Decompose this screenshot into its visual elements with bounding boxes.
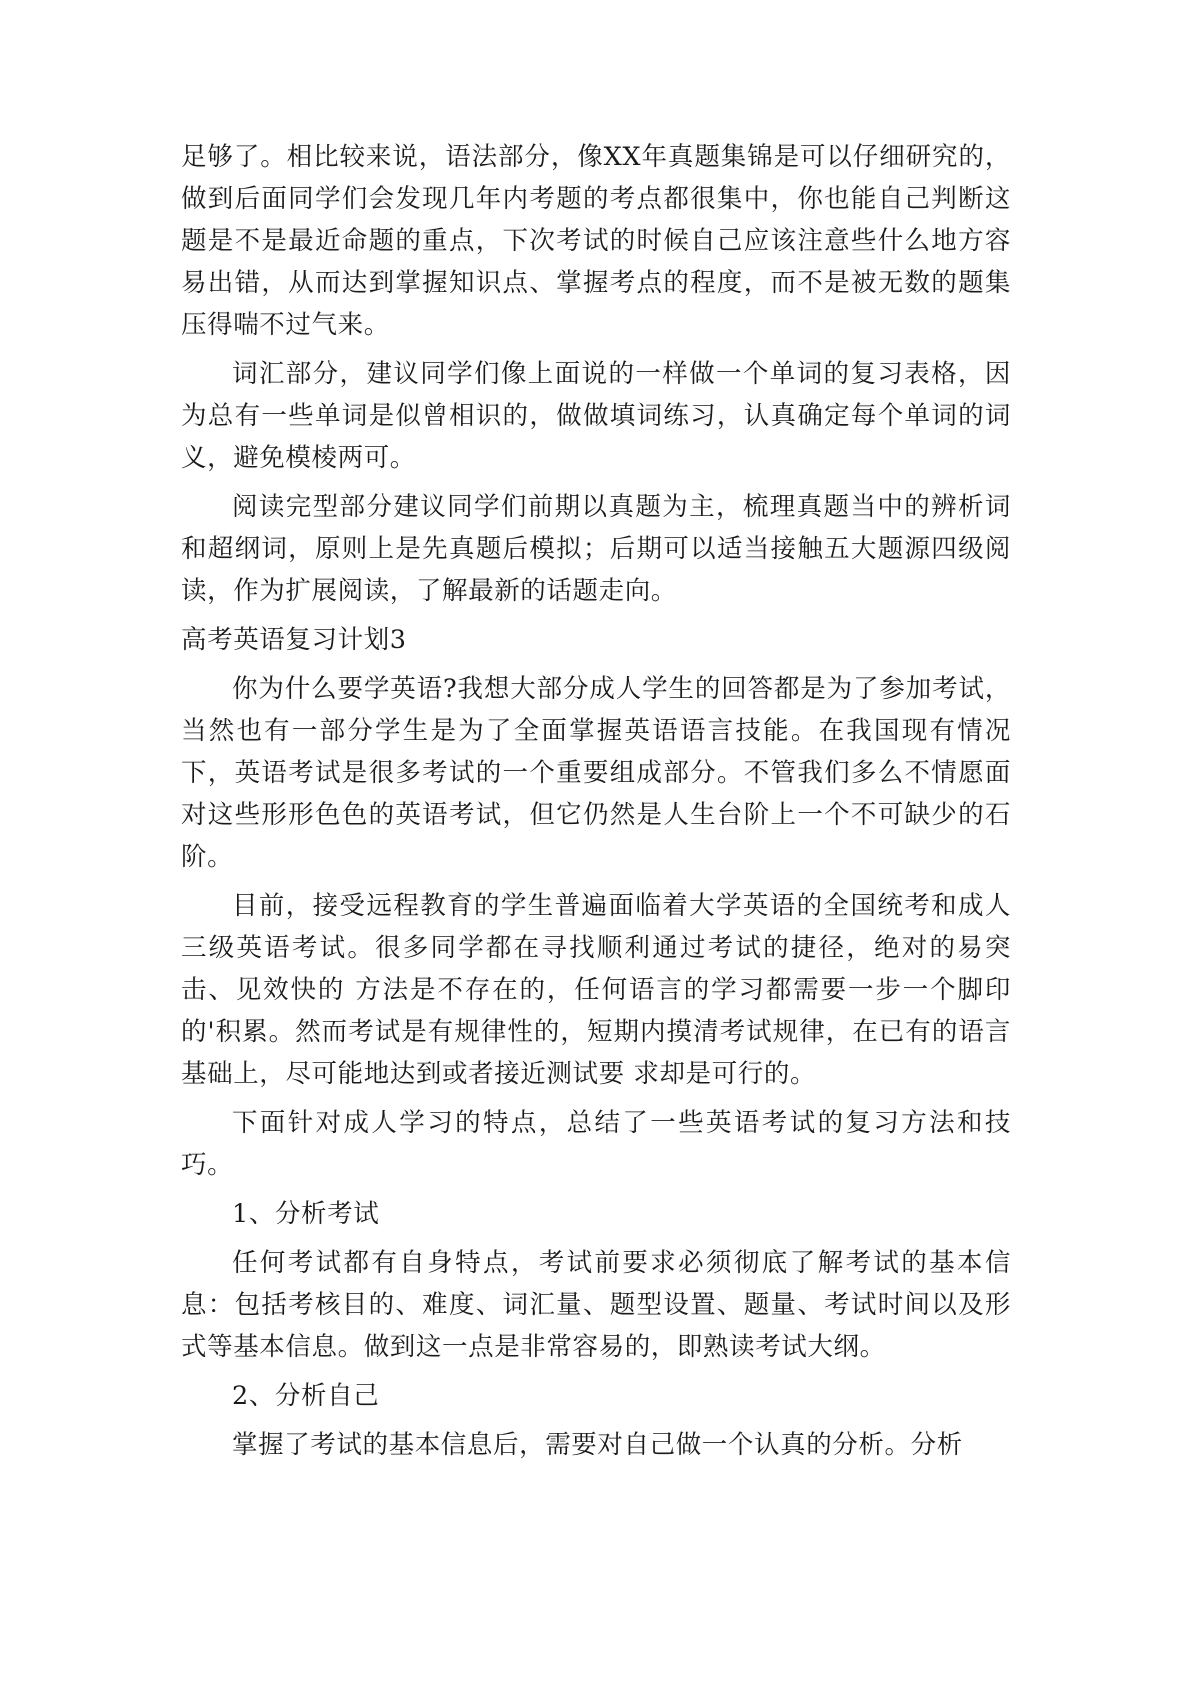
section-heading: 高考英语复习计划3 <box>181 625 407 655</box>
paragraph-exam-info: 任何考试都有自身特点，考试前要求必须彻底了解考试的基本信息：包括考核目的、难度、词汇量、题型设置、题量、考试时间以及形式等基本信息。做到这一点是非常容易的，即熟读考试大纲。 <box>181 1248 1011 1362</box>
paragraph-distance-education: 目前，接受远程教育的学生普遍面临着大学英语的全国统考和成人三级英语考试。很多同学都在寻找顺利通过考试的捷径，绝对的易突击、见效快的 方法是不存在的，任何语言的学习都需要一步一个脚印的'积累。然而考试是有规律性的，短期内摸清考试规律，在已有的语言基础上，尽可能地达到或者接近测试要 求却是可行的。 <box>181 891 1011 1089</box>
paragraph-why-learn-english: 你为什么要学英语?我想大部分成人学生的回答都是为了参加考试，当然也有一部分学生是为了全面掌握英语语言技能。在我国现有情况下，英语考试是很多考试的一个重要组成部分。不管我们多么不情愿面对这些形形色色的英语考试，但它仍然是人生台阶上一个不可缺少的石阶。 <box>181 674 1011 872</box>
paragraph-vocabulary: 词汇部分，建议同学们像上面说的一样做一个单词的复习表格，因为总有一些单词是似曾相识的，做做填词练习，认真确定每个单词的词义，避免模棱两可。 <box>181 359 1011 473</box>
paragraph-reading-cloze: 阅读完型部分建议同学们前期以真题为主，梳理真题当中的辨析词和超纲词，原则上是先真题后模拟；后期可以适当接触五大题源四级阅读，作为扩展阅读，了解最新的话题走向。 <box>181 492 1011 606</box>
paragraph-grammar-continued: 足够了。相比较来说，语法部分，像XX年真题集锦是可以仔细研究的，做到后面同学们会发现几年内考题的考点都很集中，你也能自己判断这题是不是最近命题的重点，下次考试的时候自己应该注意些什么地方容易出错，从而达到掌握知识点、掌握考点的程度，而不是被无数的题集压得喘不过气来。 <box>181 142 1011 340</box>
document-body <box>181 136 1011 1473</box>
paragraph-self-analysis: 掌握了考试的基本信息后，需要对自己做一个认真的分析。分析 <box>232 1430 963 1460</box>
subheading-analyze-exam: 1、分析考试 <box>232 1199 380 1229</box>
subheading-analyze-self: 2、分析自己 <box>232 1381 380 1411</box>
paragraph-methods-intro: 下面针对成人学习的特点，总结了一些英语考试的复习方法和技巧。 <box>181 1108 1011 1180</box>
